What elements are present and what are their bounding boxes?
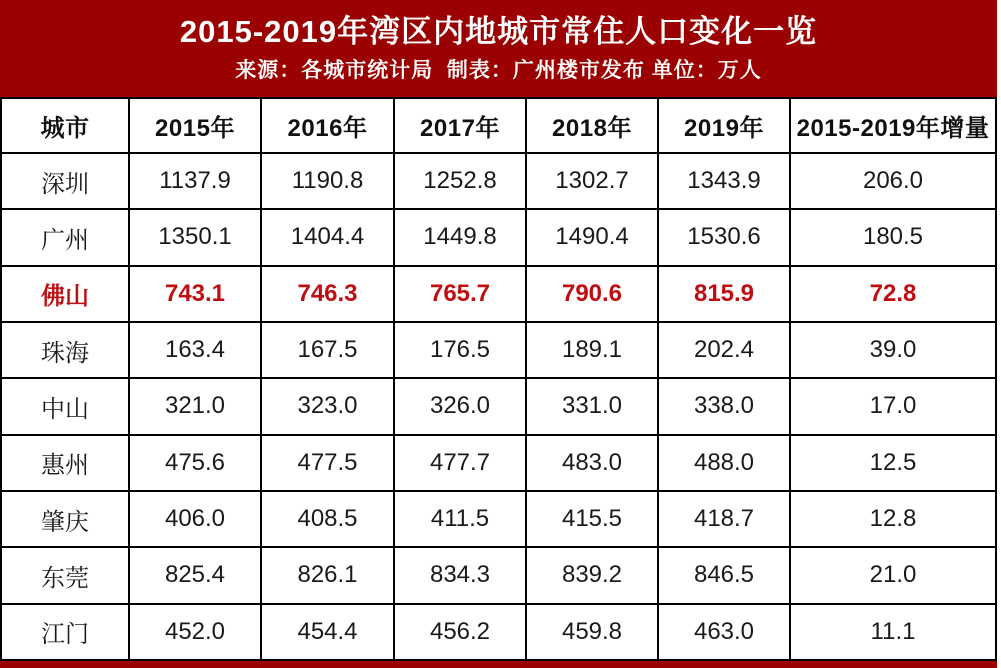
value-cell: 459.8 <box>526 604 658 660</box>
value-cell: 21.0 <box>790 547 996 603</box>
value-cell: 12.8 <box>790 491 996 547</box>
value-cell: 72.8 <box>790 266 996 322</box>
value-cell: 206.0 <box>790 153 996 209</box>
table-row <box>1 153 996 209</box>
value-cell: 202.4 <box>658 322 790 378</box>
city-cell: 东莞 <box>1 547 129 603</box>
value-cell: 12.5 <box>790 435 996 491</box>
city-cell: 广州 <box>1 209 129 265</box>
population-table <box>0 97 997 661</box>
value-cell: 1490.4 <box>526 209 658 265</box>
column-header: 2017年 <box>394 98 526 153</box>
value-cell: 825.4 <box>129 547 261 603</box>
value-cell: 1302.7 <box>526 153 658 209</box>
column-header: 城市 <box>1 98 129 153</box>
value-cell: 1530.6 <box>658 209 790 265</box>
table-row <box>1 604 996 660</box>
column-header: 2015年 <box>129 98 261 153</box>
value-cell: 826.1 <box>261 547 394 603</box>
value-cell: 408.5 <box>261 491 394 547</box>
table-row <box>1 491 996 547</box>
value-cell: 454.4 <box>261 604 394 660</box>
table-header-row <box>1 98 996 153</box>
value-cell: 746.3 <box>261 266 394 322</box>
value-cell: 1137.9 <box>129 153 261 209</box>
column-header: 2015-2019年增量 <box>790 98 996 153</box>
value-cell: 477.5 <box>261 435 394 491</box>
city-cell: 深圳 <box>1 153 129 209</box>
column-header: 2019年 <box>658 98 790 153</box>
value-cell: 456.2 <box>394 604 526 660</box>
value-cell: 463.0 <box>658 604 790 660</box>
value-cell: 326.0 <box>394 378 526 434</box>
value-cell: 323.0 <box>261 378 394 434</box>
city-cell: 珠海 <box>1 322 129 378</box>
value-cell: 483.0 <box>526 435 658 491</box>
city-cell: 中山 <box>1 378 129 434</box>
value-cell: 1190.8 <box>261 153 394 209</box>
value-cell: 411.5 <box>394 491 526 547</box>
value-cell: 1449.8 <box>394 209 526 265</box>
table-row <box>1 547 996 603</box>
page-title: 2015-2019年湾区内地城市常住人口变化一览 <box>179 14 818 49</box>
value-cell: 488.0 <box>658 435 790 491</box>
value-cell: 418.7 <box>658 491 790 547</box>
table-body <box>1 153 996 660</box>
value-cell: 1343.9 <box>658 153 790 209</box>
column-header: 2016年 <box>261 98 394 153</box>
value-cell: 167.5 <box>261 322 394 378</box>
value-cell: 331.0 <box>526 378 658 434</box>
table-row <box>1 322 996 378</box>
value-cell: 790.6 <box>526 266 658 322</box>
value-cell: 180.5 <box>790 209 996 265</box>
city-cell: 肇庆 <box>1 491 129 547</box>
value-cell: 17.0 <box>790 378 996 434</box>
value-cell: 452.0 <box>129 604 261 660</box>
value-cell: 477.7 <box>394 435 526 491</box>
value-cell: 1350.1 <box>129 209 261 265</box>
value-cell: 338.0 <box>658 378 790 434</box>
value-cell: 11.1 <box>790 604 996 660</box>
value-cell: 839.2 <box>526 547 658 603</box>
value-cell: 834.3 <box>394 547 526 603</box>
table-row <box>1 378 996 434</box>
table-row <box>1 435 996 491</box>
value-cell: 815.9 <box>658 266 790 322</box>
page-subtitle: 来源：各城市统计局 制表：广州楼市发布 单位：万人 <box>235 59 762 82</box>
column-header: 2018年 <box>526 98 658 153</box>
city-cell: 江门 <box>1 604 129 660</box>
value-cell: 1252.8 <box>394 153 526 209</box>
value-cell: 321.0 <box>129 378 261 434</box>
value-cell: 415.5 <box>526 491 658 547</box>
value-cell: 765.7 <box>394 266 526 322</box>
table-row <box>1 209 996 265</box>
value-cell: 743.1 <box>129 266 261 322</box>
value-cell: 189.1 <box>526 322 658 378</box>
table-row <box>1 266 996 322</box>
value-cell: 846.5 <box>658 547 790 603</box>
city-cell: 惠州 <box>1 435 129 491</box>
city-cell: 佛山 <box>1 266 129 322</box>
value-cell: 475.6 <box>129 435 261 491</box>
value-cell: 39.0 <box>790 322 996 378</box>
title-banner <box>0 0 997 97</box>
value-cell: 176.5 <box>394 322 526 378</box>
value-cell: 406.0 <box>129 491 261 547</box>
value-cell: 163.4 <box>129 322 261 378</box>
value-cell: 1404.4 <box>261 209 394 265</box>
